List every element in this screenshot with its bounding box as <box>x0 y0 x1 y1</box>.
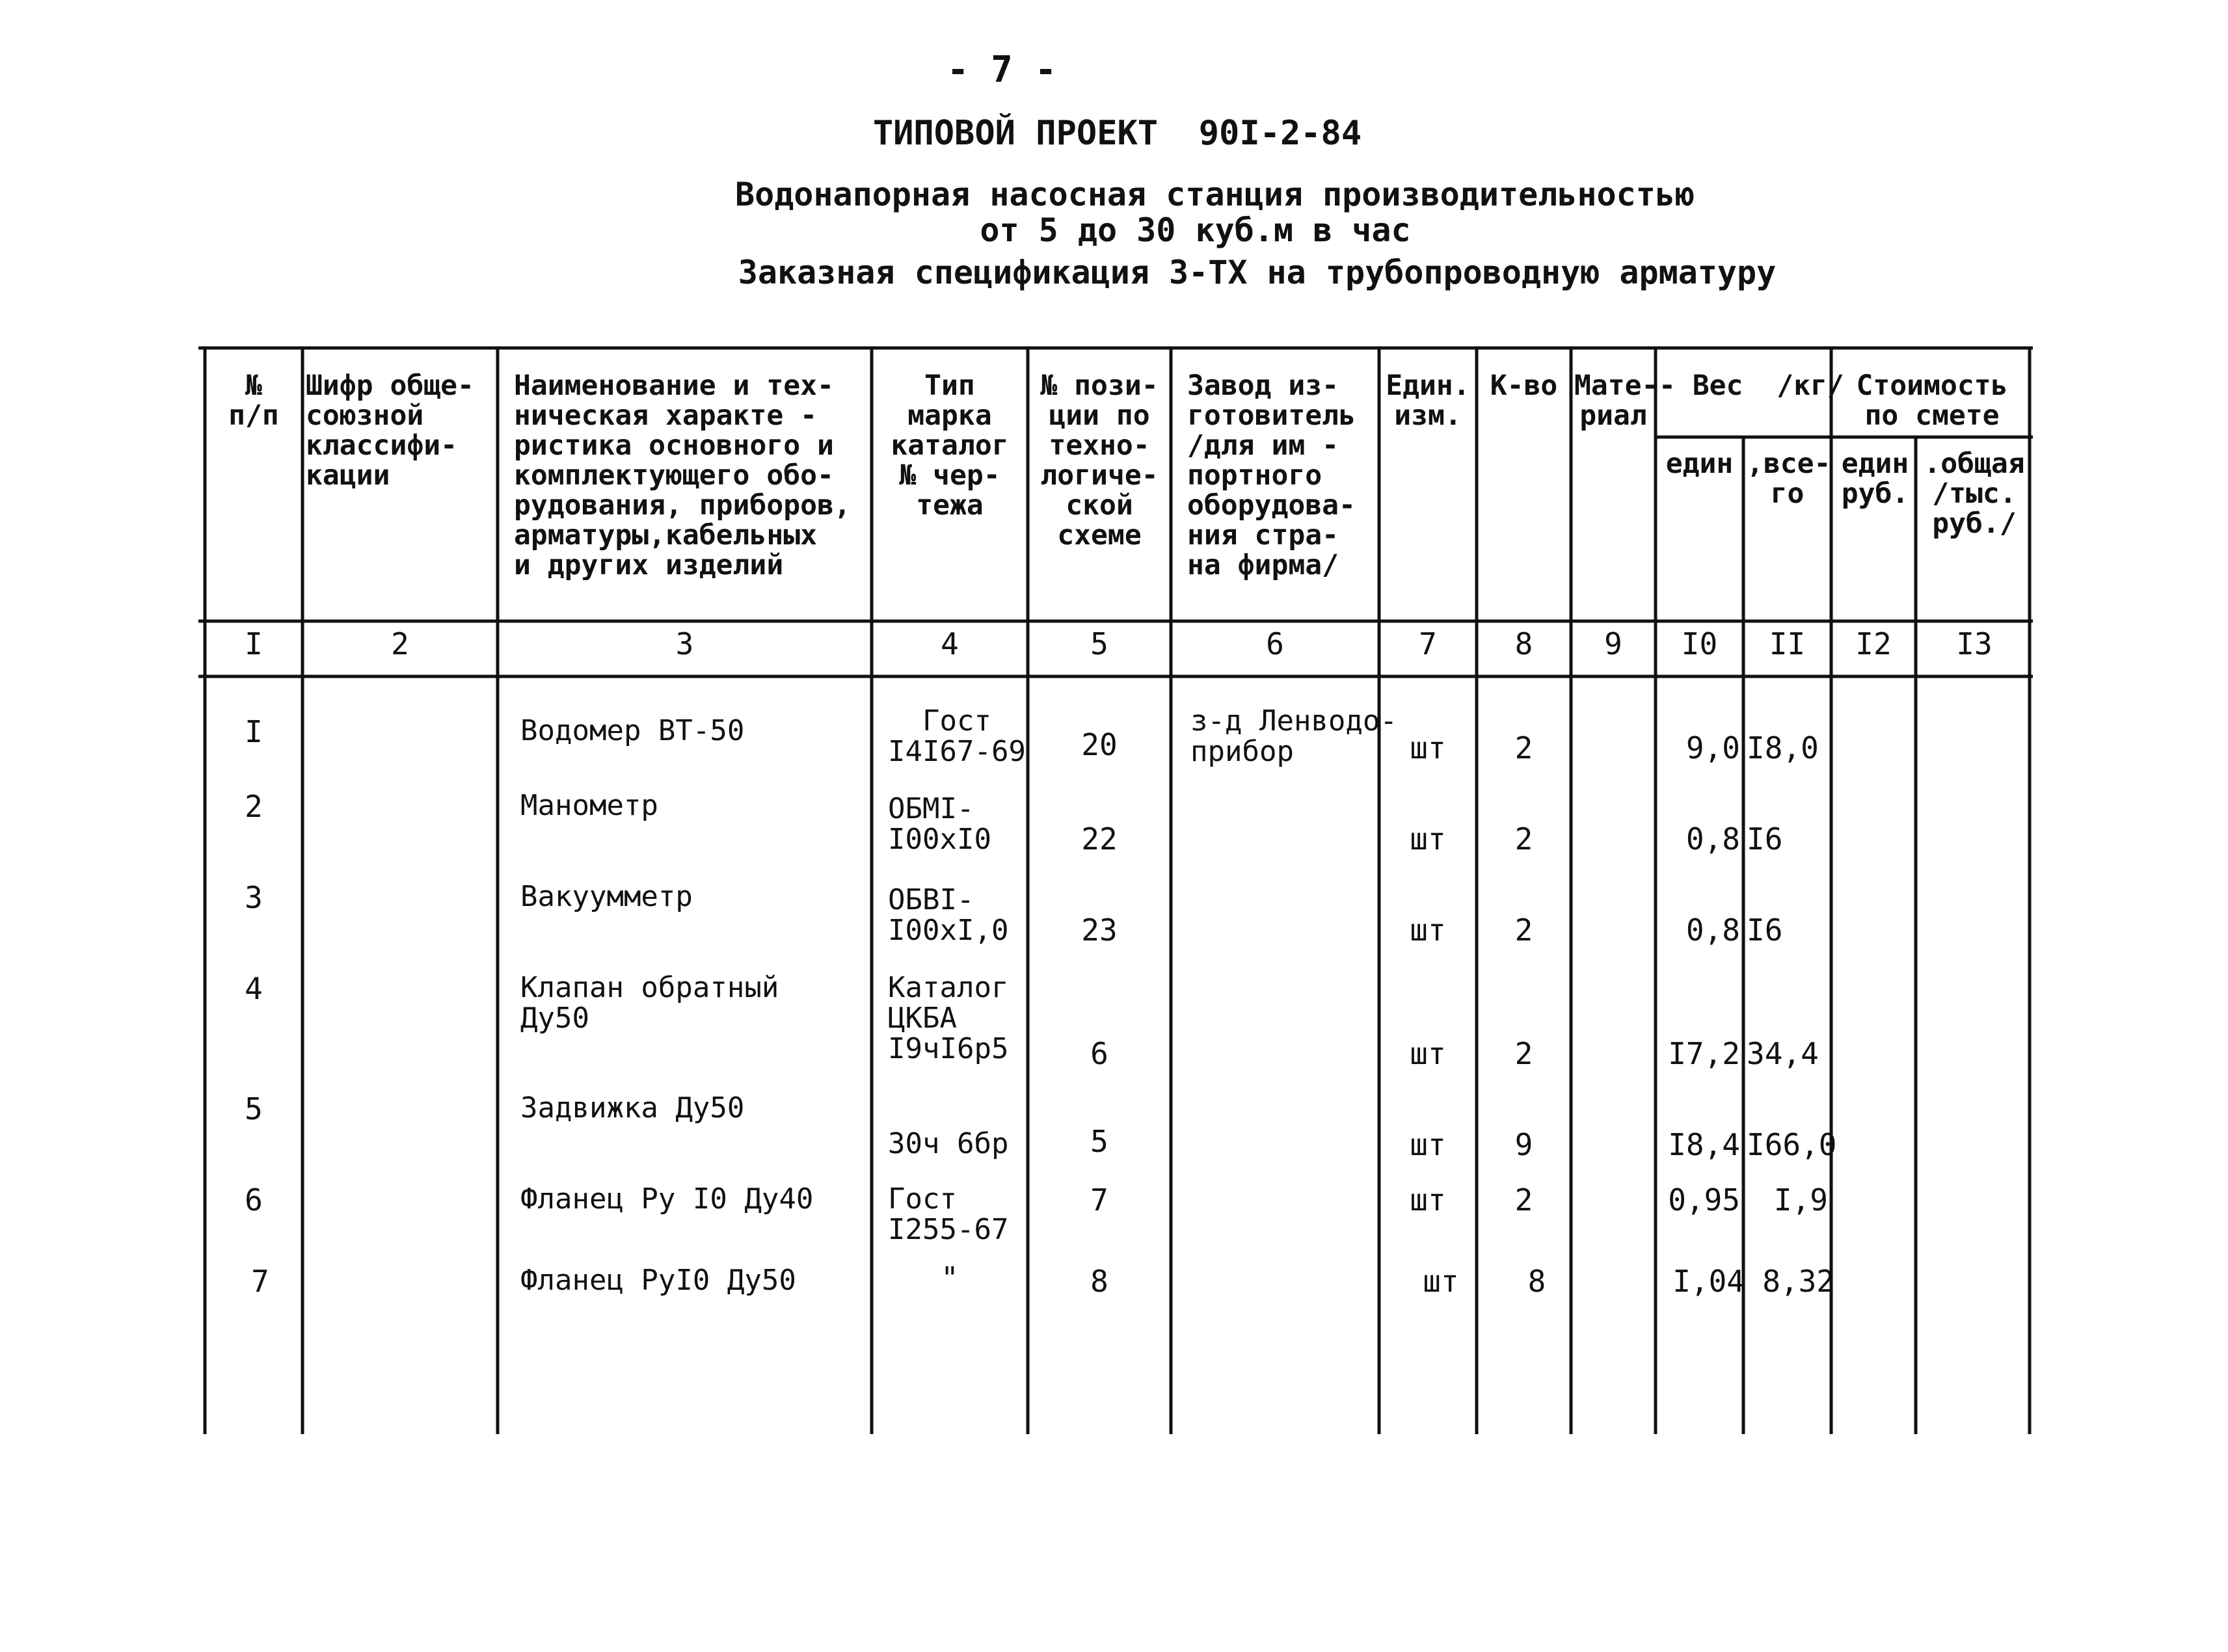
item-weight-unit: 0,8 <box>1685 913 1740 948</box>
col-number: 2 <box>391 626 409 661</box>
item-name: Фланец РуI0 Ду50 <box>520 1264 796 1297</box>
col-number: 7 <box>1419 626 1437 661</box>
header-type: Тип марка каталог № чер- тежа <box>891 369 1009 522</box>
item-quantity: 2 <box>1514 821 1533 857</box>
col-number: II <box>1769 626 1806 661</box>
header-position: № пози- ции по техно- логиче- ской схеме <box>1040 369 1159 552</box>
header-number: № п/п <box>228 369 279 432</box>
item-weight-total: I6 <box>1747 913 1783 948</box>
item-weight-total: 34,4 <box>1747 1036 1819 1071</box>
header-material: Мате- риал <box>1574 369 1659 432</box>
item-quantity: 2 <box>1514 1036 1533 1071</box>
project-title: ТИПОВОЙ ПРОЕКТ 90I-2-84 <box>872 114 1362 153</box>
col-number: I0 <box>1681 626 1718 661</box>
header-cost-unit: един руб. <box>1841 447 1909 510</box>
item-name: Водомер ВТ-50 <box>520 714 745 747</box>
item-position: 22 <box>1081 821 1118 857</box>
row-number: 3 <box>245 880 263 915</box>
item-weight-total: 8,32 <box>1762 1264 1834 1299</box>
item-weight-unit: 0,95 <box>1668 1182 1740 1218</box>
header-unit: Един. изм. <box>1386 369 1470 432</box>
col-number: 9 <box>1604 626 1622 661</box>
item-position: 5 <box>1090 1124 1108 1159</box>
item-name: Клапан обратный Ду50 <box>520 971 779 1035</box>
item-weight-unit: I,04 <box>1672 1264 1745 1299</box>
header-code: Шифр обще- союзной классифи- кации <box>306 369 474 492</box>
col-number: I2 <box>1855 626 1892 661</box>
item-position: 20 <box>1081 727 1118 762</box>
header-name: Наименование и тех- ническая характе - ристика основного и комплектующего обо- рудования, приборов, арматуры,кабельных и других изделий <box>514 369 851 581</box>
row-number: 4 <box>245 971 263 1006</box>
header-cost-total: .общая /тыс. руб./ <box>1924 447 2025 540</box>
title-line-3: Заказная спецификация 3-ТХ на трубопроводную арматуру <box>738 254 1777 291</box>
item-name: Фланец Ру I0 Ду40 <box>520 1182 814 1216</box>
row-number: I <box>245 714 263 749</box>
col-number: 6 <box>1266 626 1284 661</box>
item-weight-unit: 9,0 <box>1685 730 1740 766</box>
item-weight-unit: I7,2 <box>1668 1036 1740 1071</box>
item-unit: шт <box>1410 821 1446 857</box>
item-weight-unit: 0,8 <box>1685 821 1740 857</box>
item-plant: з-д Ленводо- прибор <box>1190 704 1397 768</box>
header-weight-unit: един <box>1665 447 1734 480</box>
item-position: 6 <box>1090 1036 1108 1071</box>
item-quantity: 2 <box>1514 913 1533 948</box>
item-quantity: 8 <box>1527 1264 1546 1299</box>
title-line-2: от 5 до 30 куб.м в час <box>980 211 1411 249</box>
title-line-1: Водонапорная насосная станция производительностью <box>734 176 1695 213</box>
header-weight: - Вес /кг/ <box>1659 369 1844 402</box>
item-weight-total: I,9 <box>1773 1182 1828 1218</box>
item-name: Манометр <box>520 789 658 822</box>
col-number: 4 <box>941 626 959 661</box>
header-plant: Завод из- готовитель /для им - портного оборудова- ния стра- на фирма/ <box>1187 369 1356 581</box>
item-unit: шт <box>1410 1036 1446 1071</box>
item-name: Вакуумметр <box>520 880 693 913</box>
item-weight-unit: I8,4 <box>1668 1127 1740 1162</box>
item-type: Гост I255-67 <box>888 1182 1009 1246</box>
item-type: ОБМI- I00xI0 <box>888 792 991 856</box>
item-unit: шт <box>1423 1264 1459 1299</box>
item-quantity: 2 <box>1514 730 1533 766</box>
item-weight-total: I6 <box>1747 821 1783 857</box>
item-position: 8 <box>1090 1264 1108 1299</box>
header-quantity: К-во <box>1490 369 1558 402</box>
row-number: 2 <box>245 789 263 824</box>
col-number: 8 <box>1514 626 1533 661</box>
item-type: Гост I4I67-69 <box>888 704 1026 768</box>
item-unit: шт <box>1410 913 1446 948</box>
header-cost: Стоимость по смете <box>1856 369 2008 432</box>
col-number: I <box>245 626 263 661</box>
item-unit: шт <box>1410 730 1446 766</box>
item-type: " <box>941 1260 959 1296</box>
item-position: 23 <box>1081 913 1118 948</box>
item-weight-total: I66,0 <box>1747 1127 1837 1162</box>
row-number: 7 <box>251 1264 269 1299</box>
item-type: 30ч 6бр <box>888 1127 1009 1160</box>
item-type: Каталог ЦКБА I9чI6р5 <box>888 971 1009 1065</box>
col-number: 5 <box>1090 626 1108 661</box>
row-number: 5 <box>245 1091 263 1126</box>
item-quantity: 2 <box>1514 1182 1533 1218</box>
item-unit: шт <box>1410 1127 1446 1162</box>
item-type: ОБВI- I00xI,0 <box>888 883 1009 947</box>
col-number: 3 <box>675 626 694 661</box>
col-number: I3 <box>1956 626 1993 661</box>
page-number: - 7 - <box>946 49 1057 91</box>
item-unit: шт <box>1410 1182 1446 1218</box>
item-weight-total: I8,0 <box>1747 730 1819 766</box>
header-weight-total: ,все- го <box>1747 447 1831 510</box>
item-name: Задвижка Ду50 <box>520 1091 745 1125</box>
item-quantity: 9 <box>1514 1127 1533 1162</box>
row-number: 6 <box>245 1182 263 1218</box>
item-position: 7 <box>1090 1182 1108 1218</box>
